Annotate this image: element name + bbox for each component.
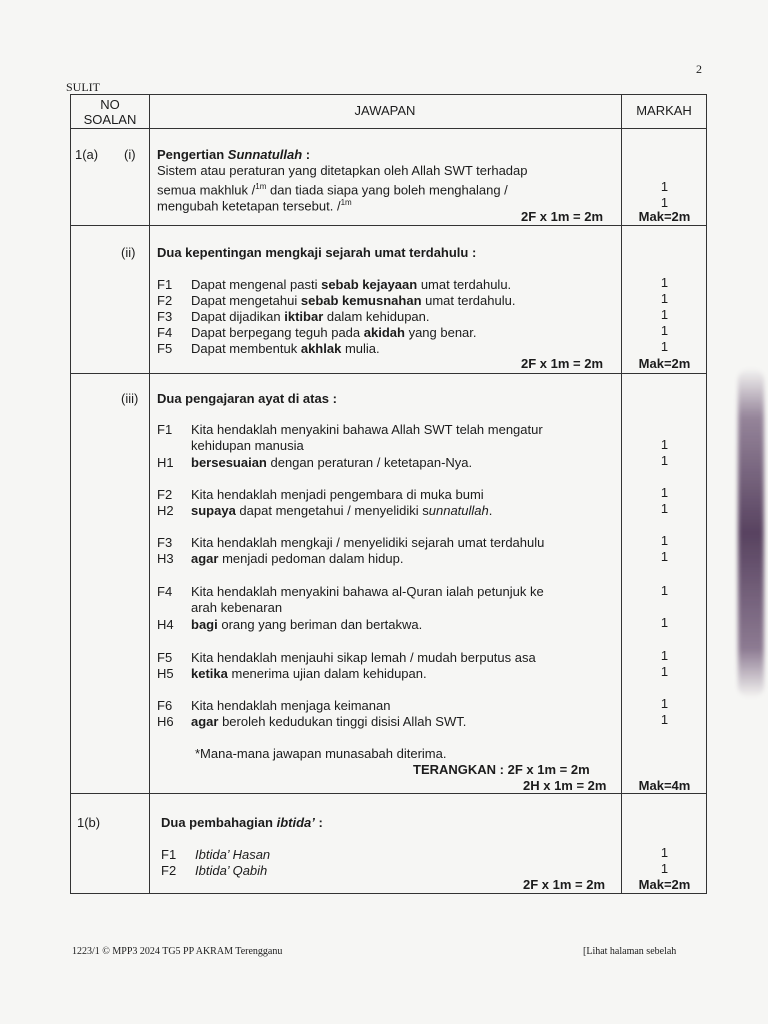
mark-value: 1	[660, 195, 669, 210]
answer-code: F5	[157, 341, 173, 356]
answer-line: Ibtida’ Hasan	[195, 847, 271, 862]
mark-value: 1	[660, 323, 669, 338]
answer-line: Kita hendaklah menjauhi sikap lemah / mudah berputus asa	[191, 650, 536, 665]
mark-value: 1	[660, 712, 669, 727]
answer-keyword: supaya	[191, 503, 236, 518]
title-term: ibtida’	[276, 815, 315, 830]
answer-line: Ibtida’ Qabih	[195, 863, 268, 878]
answer-line	[157, 195, 352, 213]
answer-keyword: iktibar	[284, 309, 324, 324]
mark-value: 1	[660, 583, 669, 598]
max-mark: Mak=4m	[638, 778, 691, 793]
answer-line	[191, 277, 511, 292]
answer-keyword: ketika	[191, 666, 228, 681]
answer-line: arah kebenaran	[191, 600, 283, 615]
mark-value: 1	[660, 485, 669, 500]
header-markah: MARKAH	[636, 103, 692, 118]
answer-keyword: agar	[191, 714, 219, 729]
answer-code: H5	[157, 666, 174, 681]
answer-text: menjadi pedoman dalam hidup.	[218, 551, 404, 566]
answer-code: H3	[157, 551, 174, 566]
answer-keyword: akidah	[363, 325, 405, 340]
section-title	[157, 147, 310, 162]
answer-line: Kita hendaklah menjadi pengembara di muka bumi	[191, 487, 484, 502]
answer-line	[191, 325, 477, 340]
answer-code: F2	[161, 863, 177, 878]
answer-line: Kita hendaklah menyakini bahawa al-Quran ialah petunjuk ke	[191, 584, 544, 599]
question-number: 1(b)	[77, 815, 101, 830]
acceptance-note: *Mana-mana jawapan munasabah diterima.	[195, 746, 447, 761]
header-jawapan: JAWAPAN	[354, 103, 416, 118]
answer-text: yang benar.	[404, 325, 477, 340]
mark-value: 1	[660, 501, 669, 516]
mark-formula: 2H x 1m = 2m	[523, 778, 607, 793]
answer-code: F3	[157, 309, 173, 324]
answer-text: semua makhluk /	[157, 182, 256, 198]
max-mark: Mak=2m	[638, 356, 691, 371]
answer-line: Kita hendaklah mengkaji / menyelidiki sejarah umat terdahulu	[191, 535, 545, 550]
answer-keyword: sebab kejayaan	[321, 277, 418, 292]
footer-next-page: [Lihat halaman sebelah	[583, 946, 677, 957]
mark-value: 1	[660, 664, 669, 679]
answer-line	[191, 714, 466, 729]
answer-line: Kita hendaklah menyakini bahawa Allah SWT telah mengatur	[191, 422, 543, 437]
mark-value: 1	[660, 275, 669, 290]
answer-code: F4	[157, 325, 173, 340]
answer-code: F2	[157, 487, 173, 502]
answer-text: Dapat dijadikan	[191, 309, 285, 324]
question-number: 1(a)	[75, 147, 99, 162]
answer-code: F1	[157, 277, 173, 292]
answer-code: H2	[157, 503, 174, 518]
header-no-line2: SOALAN	[83, 112, 137, 127]
mark-value: 1	[660, 615, 669, 630]
answer-line	[191, 309, 430, 324]
answer-text: mengubah ketetapan tersebut. /	[157, 198, 341, 214]
answer-text: mulia.	[341, 341, 380, 356]
answer-code: F6	[157, 698, 173, 713]
answer-keyword: bersesuaian	[191, 455, 267, 470]
max-mark: Mak=2m	[638, 209, 691, 224]
row-divider	[71, 225, 706, 226]
sub-question-label: (iii)	[121, 391, 139, 406]
answer-text: dan tiada siapa yang boleh menghalang /	[266, 182, 508, 198]
answer-code: H6	[157, 714, 174, 729]
answer-text: menerima ujian dalam kehidupan.	[227, 666, 427, 681]
mark-value: 1	[660, 453, 669, 468]
answer-line	[191, 293, 515, 308]
section-title: Dua pengajaran ayat di atas :	[157, 391, 337, 406]
mark-superscript: 1m	[255, 182, 267, 191]
mark-formula: TERANGKAN : 2F x 1m = 2m	[413, 762, 590, 777]
mark-formula: 2F x 1m = 2m	[523, 877, 606, 892]
answer-text: Dapat mengenal pasti	[191, 277, 322, 292]
answer-text: dalam kehidupan.	[323, 309, 430, 324]
row-divider	[71, 128, 706, 129]
row-divider	[71, 373, 706, 374]
sub-question-label: (i)	[124, 147, 136, 162]
mark-value: 1	[660, 307, 669, 322]
answer-keyword: akhlak	[300, 341, 342, 356]
section-title	[161, 815, 323, 830]
answer-line: Sistem atau peraturan yang ditetapkan oleh Allah SWT terhadap	[157, 163, 528, 178]
answer-code: F5	[157, 650, 173, 665]
title-text: Pengertian	[157, 147, 228, 162]
answer-text: Dapat mengetahui	[191, 293, 301, 308]
mark-value: 1	[660, 291, 669, 306]
answer-text: Dapat membentuk	[191, 341, 301, 356]
answer-table	[70, 94, 707, 894]
answer-code: F3	[157, 535, 173, 550]
answer-keyword: bagi	[191, 617, 218, 632]
ink-smudge	[738, 368, 764, 698]
answer-text: orang yang beriman dan bertakwa.	[217, 617, 423, 632]
answer-line	[191, 455, 472, 470]
footer-copyright: 1223/1 © MPP3 2024 TG5 PP AKRAM Terengganu	[72, 946, 283, 957]
header-no-line1: NO	[100, 97, 120, 112]
answer-text: Dapat berpegang teguh pada	[191, 325, 364, 340]
mark-value: 1	[660, 549, 669, 564]
answer-code: F2	[157, 293, 173, 308]
answer-line	[191, 503, 492, 518]
answer-keyword: sebab kemusnahan	[300, 293, 422, 308]
answer-line	[191, 617, 422, 632]
answer-code: F1	[157, 422, 173, 437]
answer-text: umat terdahulu.	[417, 277, 512, 292]
answer-text: beroleh kedudukan tinggi disisi Allah SWT.	[218, 714, 467, 729]
title-text: Dua pembahagian	[161, 815, 277, 830]
mark-value: 1	[660, 533, 669, 548]
answer-text: dengan peraturan / ketetapan-Nya.	[266, 455, 473, 470]
answer-text: dapat mengetahui / menyelidiki s	[235, 503, 429, 518]
section-title: Dua kepentingan mengkaji sejarah umat terdahulu :	[157, 245, 477, 260]
answer-line	[191, 551, 403, 566]
mark-value: 1	[660, 696, 669, 711]
page-number: 2	[696, 62, 702, 76]
mark-formula: 2F x 1m = 2m	[521, 209, 604, 224]
answer-keyword: agar	[191, 551, 219, 566]
mark-value: 1	[660, 179, 669, 194]
column-divider	[149, 95, 150, 893]
title-suffix: :	[302, 147, 311, 162]
sulit-label: SULIT	[66, 80, 100, 94]
mark-value: 1	[660, 339, 669, 354]
mark-value: 1	[660, 845, 669, 860]
header-no-soalan	[71, 97, 149, 127]
answer-code: F1	[161, 847, 177, 862]
answer-line: Kita hendaklah menjaga keimanan	[191, 698, 391, 713]
title-suffix: :	[314, 815, 323, 830]
sub-question-label: (ii)	[121, 245, 136, 260]
row-divider	[71, 793, 706, 794]
mark-value: 1	[660, 861, 669, 876]
max-mark: Mak=2m	[638, 877, 691, 892]
answer-text: .	[488, 503, 493, 518]
answer-text: umat terdahulu.	[421, 293, 516, 308]
mark-formula: 2F x 1m = 2m	[521, 356, 604, 371]
mark-superscript: 1m	[340, 198, 352, 207]
answer-line: kehidupan manusia	[191, 438, 304, 453]
answer-code: F4	[157, 584, 173, 599]
answer-line	[191, 341, 380, 356]
answer-code: H4	[157, 617, 174, 632]
mark-value: 1	[660, 648, 669, 663]
answer-code: H1	[157, 455, 174, 470]
answer-term: unnatullah	[428, 503, 489, 518]
title-term: Sunnatullah	[227, 147, 303, 162]
answer-line	[191, 666, 427, 681]
mark-value: 1	[660, 437, 669, 452]
